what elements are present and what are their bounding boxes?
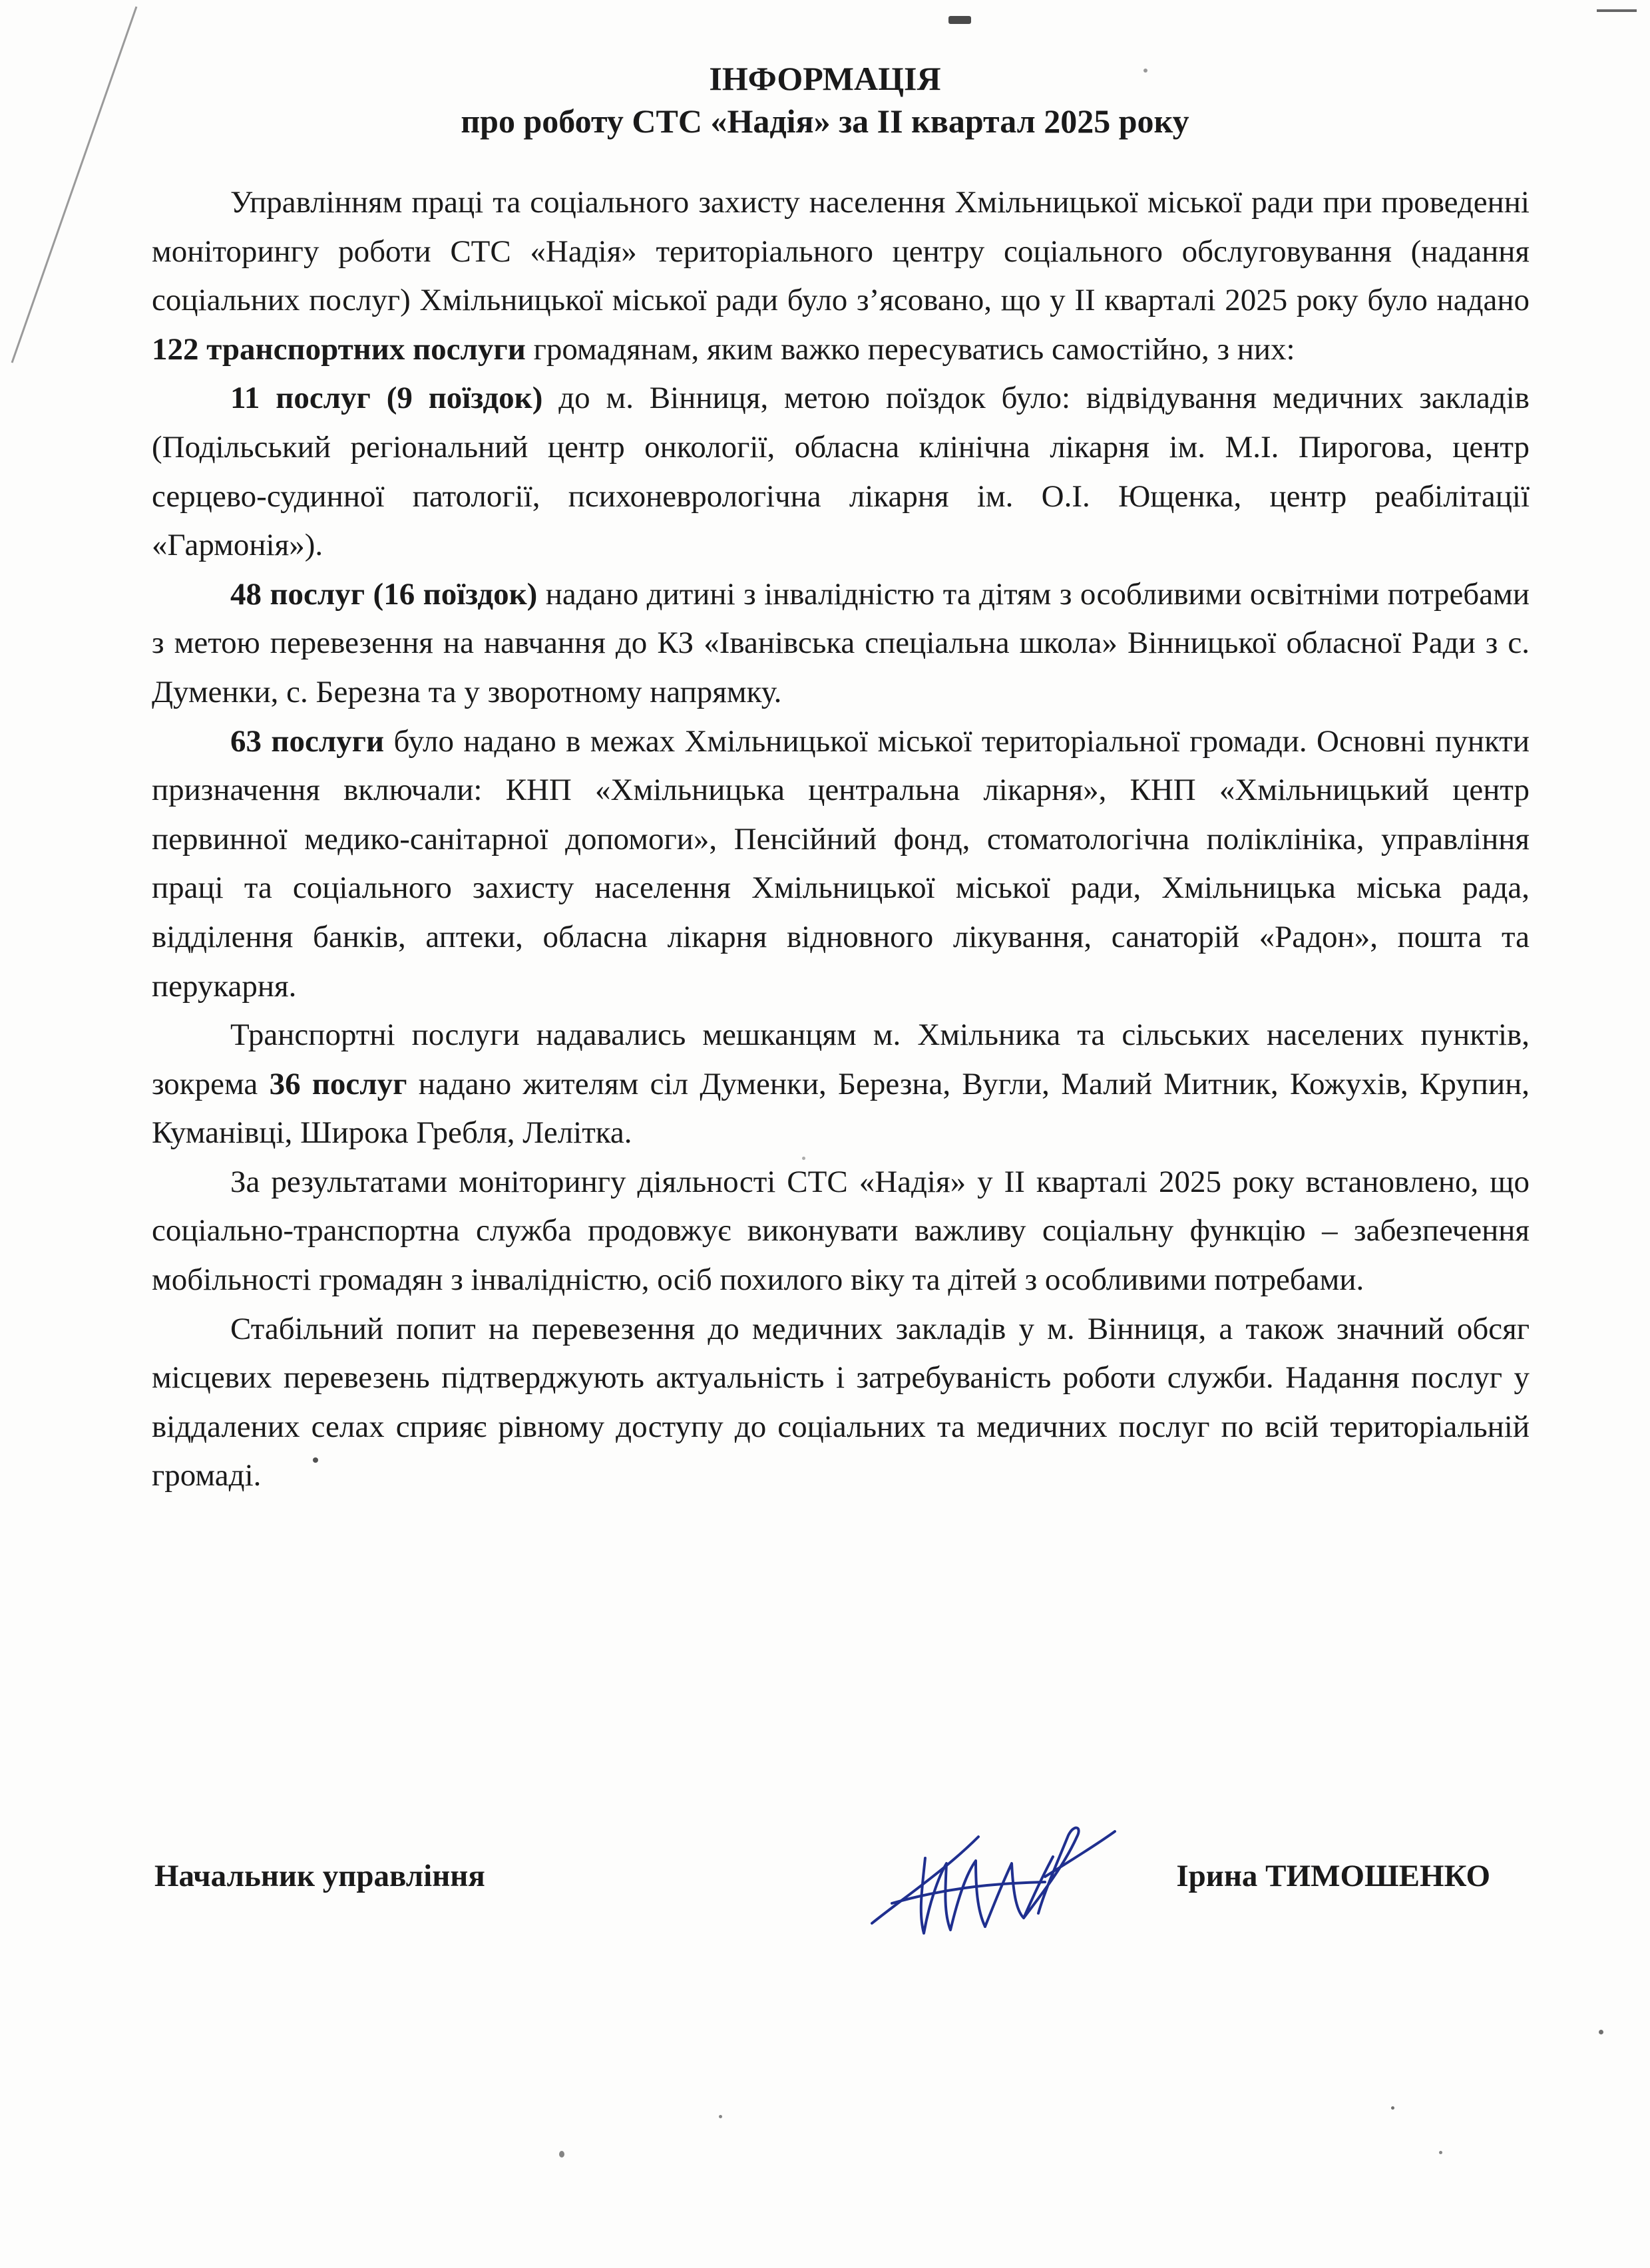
signatory-name: Ірина ТИМОШЕНКО bbox=[1176, 1859, 1490, 1893]
scan-speck bbox=[1439, 2151, 1442, 2154]
paragraph-vinnytsia: 11 послуг (9 поїздок) до м. Вінниця, метою поїздок було: відвідування медичних закладів (Подільський регіональний центр онкології, обласна клінічна лікарня ім. М.І. Пирогова, центр серцево-судинної патології, психоневрологічна лікарня ім. О.І. Ющенка, центр реабілітації «Гармонія»). bbox=[152, 381, 1530, 563]
school-services: 48 послуг (16 поїздок) bbox=[230, 576, 538, 612]
paragraph-conclusion: Стабільний попит на перевезення до медичних закладів у м. Вінниця, а також значний обсяг місцевих перевезень підтверджують актуальність і затребуваність роботи служби. Надання послуг у віддалених селах сприяє рівному доступу до соціальних та медичних послуг по всій територіальній громаді. bbox=[152, 1311, 1530, 1493]
vinnytsia-services: 11 послуг (9 поїздок) bbox=[230, 381, 543, 416]
scan-mark-corner bbox=[1597, 9, 1637, 12]
scan-edge-line bbox=[0, 0, 153, 373]
local-services: 63 послуги bbox=[230, 723, 385, 759]
paragraph-results: За результатами моніторингу діяльності СТС «Надія» у ІІ кварталі 2025 року встановлено, що соціально-транспортна служба продовжує виконувати важливу соціальну функцію – забезпечення мобільності громадян з інвалідністю, осіб похилого віку та дітей з особливими потребами. bbox=[152, 1164, 1530, 1298]
scan-speck bbox=[559, 2151, 564, 2158]
scan-mark bbox=[948, 16, 971, 24]
scan-speck bbox=[1599, 2030, 1603, 2034]
scan-speck bbox=[1391, 2106, 1394, 2110]
paragraph-school: 48 послуг (16 поїздок) надано дитині з інвалідністю та дітям з особливими освітніми потребами з метою перевезення на навчання до КЗ «Іванівська спеціальна школа» Вінницької обласної Ради з с. Думенки, с. Березна та у зворотному напрямку. bbox=[152, 576, 1530, 709]
paragraph-intro: Управлінням праці та соціального захисту населення Хмільницької міської ради при проведенні моніторингу роботи СТС «Надія» територіального центру соціального обслуговування (надання соціальних послуг) Хмільницької міської ради було з’ясовано, що у ІІ кварталі 2025 року було надано 122 транспортних послуги громадянам, яким важко пересуватись самостійно, з них: bbox=[152, 185, 1530, 367]
document-body bbox=[152, 178, 1530, 1501]
scan-speck bbox=[719, 2115, 722, 2118]
document-subtitle: про роботу СТС «Надія» за ІІ квартал 2025 року bbox=[461, 102, 1189, 140]
document-title: ІНФОРМАЦІЯ bbox=[709, 60, 941, 97]
total-services: 122 транспортних послуги bbox=[152, 331, 526, 367]
paragraph-villages: Транспортні послуги надавались мешканцям м. Хмільника та сільських населених пунктів, зокрема 36 послуг надано жителям сіл Думенки, Березна, Вугли, Малий Митник, Кожухів, Крупин, Куманівці, Широка Гребля, Лелітка. bbox=[152, 1018, 1530, 1151]
handwritten-signature-icon bbox=[845, 1797, 1125, 1970]
village-services: 36 послуг bbox=[269, 1066, 407, 1101]
signature-block bbox=[0, 1858, 1650, 1911]
paragraph-local: 63 послуги було надано в межах Хмільницької міської територіальної громади. Основні пункти призначення включали: КНП «Хмільницька центральна лікарня», КНП «Хмільницький центр первинної медико-санітарної допомоги», Пенсійний фонд, стоматологічна поліклініка, управління праці та соціального захисту населення Хмільницької міської ради, Хмільницька міська рада, відділення банків, аптеки, обласна лікарня відновного лікування, санаторій «Радон», пошта та перукарня. bbox=[152, 723, 1530, 1004]
signatory-position: Начальник управління bbox=[154, 1859, 485, 1893]
